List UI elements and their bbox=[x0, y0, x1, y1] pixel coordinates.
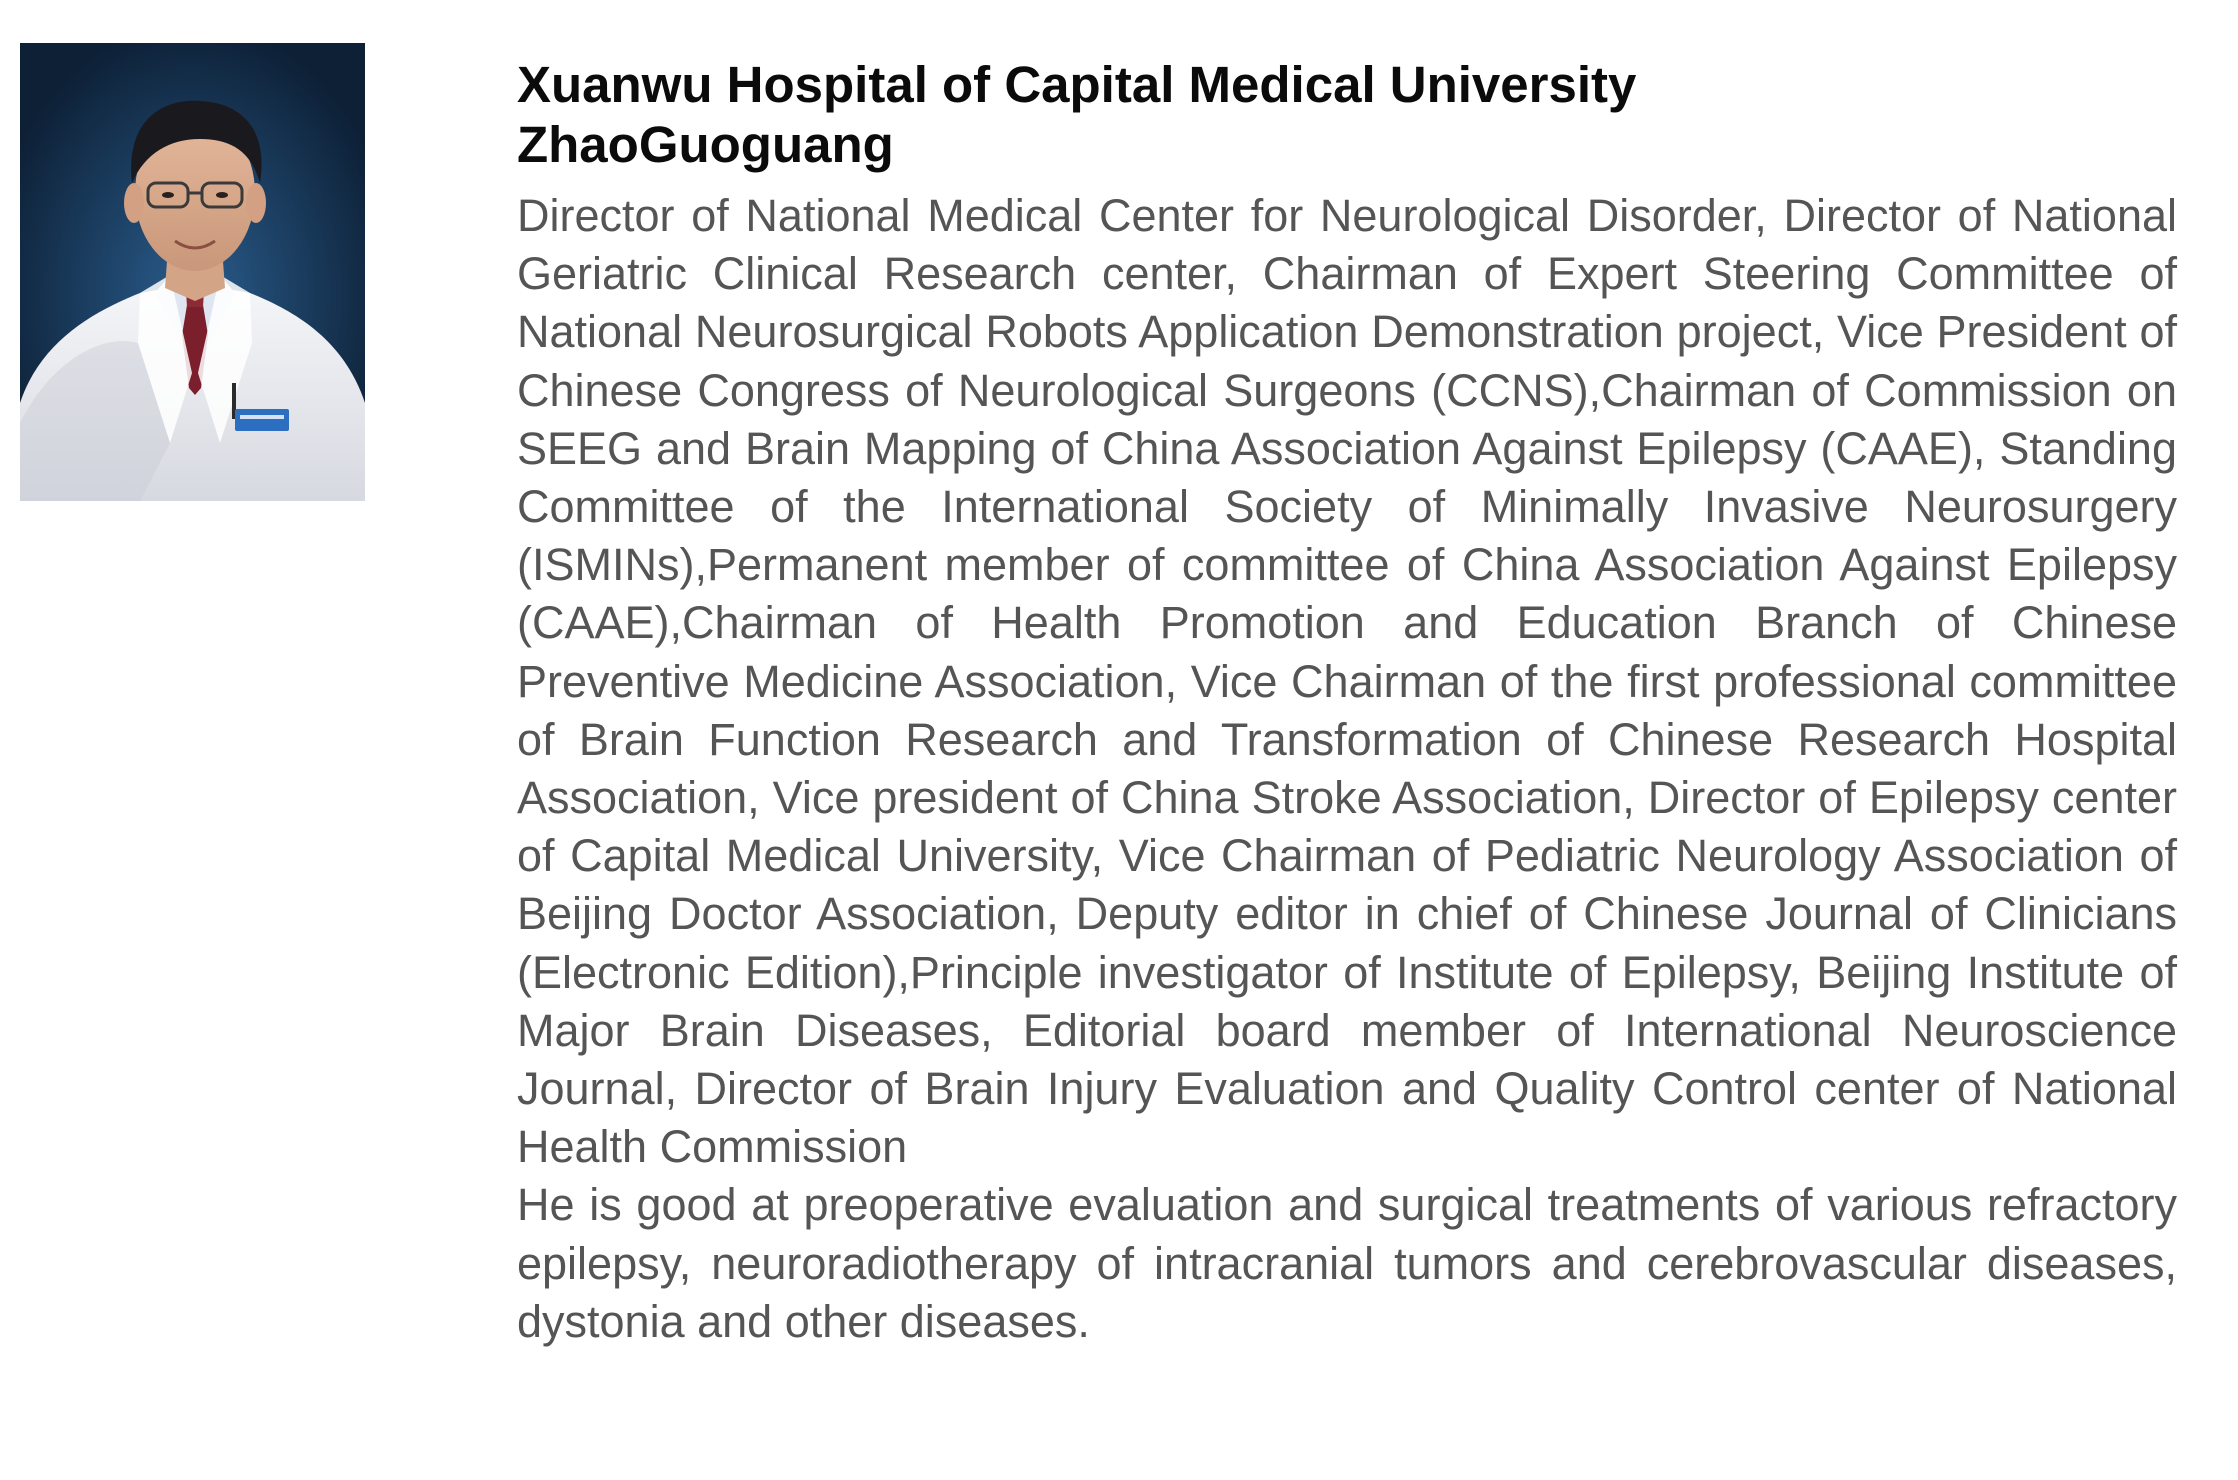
doctor-name: ZhaoGuoguang bbox=[517, 116, 894, 173]
biography-paragraph: Director of National Medical Center for Neurological Disorder, Director of National Geriatric Clinical Research center, Chairman of Expert Steering Committee of National Neurosurgical Robots Application Demonstration project, Vice President of Chinese Congress of Neurological Surgeons (CCNS),Chairman of Commission on SEEG and Brain Mapping of China Association Against Epilepsy (CAAE), Standing Committee of the International Society of Minimally Invasive Neurosurgery (ISMINs),Permanent member of committee of China Association Against Epilepsy (CAAE),Chairman of Health Promotion and Education Branch of Chinese Preventive Medicine Association, Vice Chairman of the first professional committee of Brain Function Research and Transformation of Chinese Research Hospital Association, Vice president of China Stroke Association, Director of Epilepsy center of Capital Medical University, Vice Chairman of Pediatric Neurology Association of Beijing Doctor Association, Deputy editor in chief of Chinese Journal of Clinicians (Electronic Edition),Principle investigator of Institute of Epilepsy, Beijing Institute of Major Brain Diseases, Editorial board member of International Neuroscience Journal, Director of Brain Injury Evaluation and Quality Control center of National Health Commission bbox=[517, 190, 2177, 1173]
doctor-photo bbox=[20, 43, 365, 501]
profile-content bbox=[517, 55, 2177, 1351]
doctor-portrait-icon bbox=[20, 43, 365, 501]
expertise-paragraph: He is good at preoperative evaluation and surgical treatments of various refractory epilepsy, neuroradiotherapy of intracranial tumors and cerebrovascular diseases, dystonia and other diseases. bbox=[517, 1179, 2177, 1347]
hospital-name: Xuanwu Hospital of Capital Medical University bbox=[517, 56, 1637, 113]
